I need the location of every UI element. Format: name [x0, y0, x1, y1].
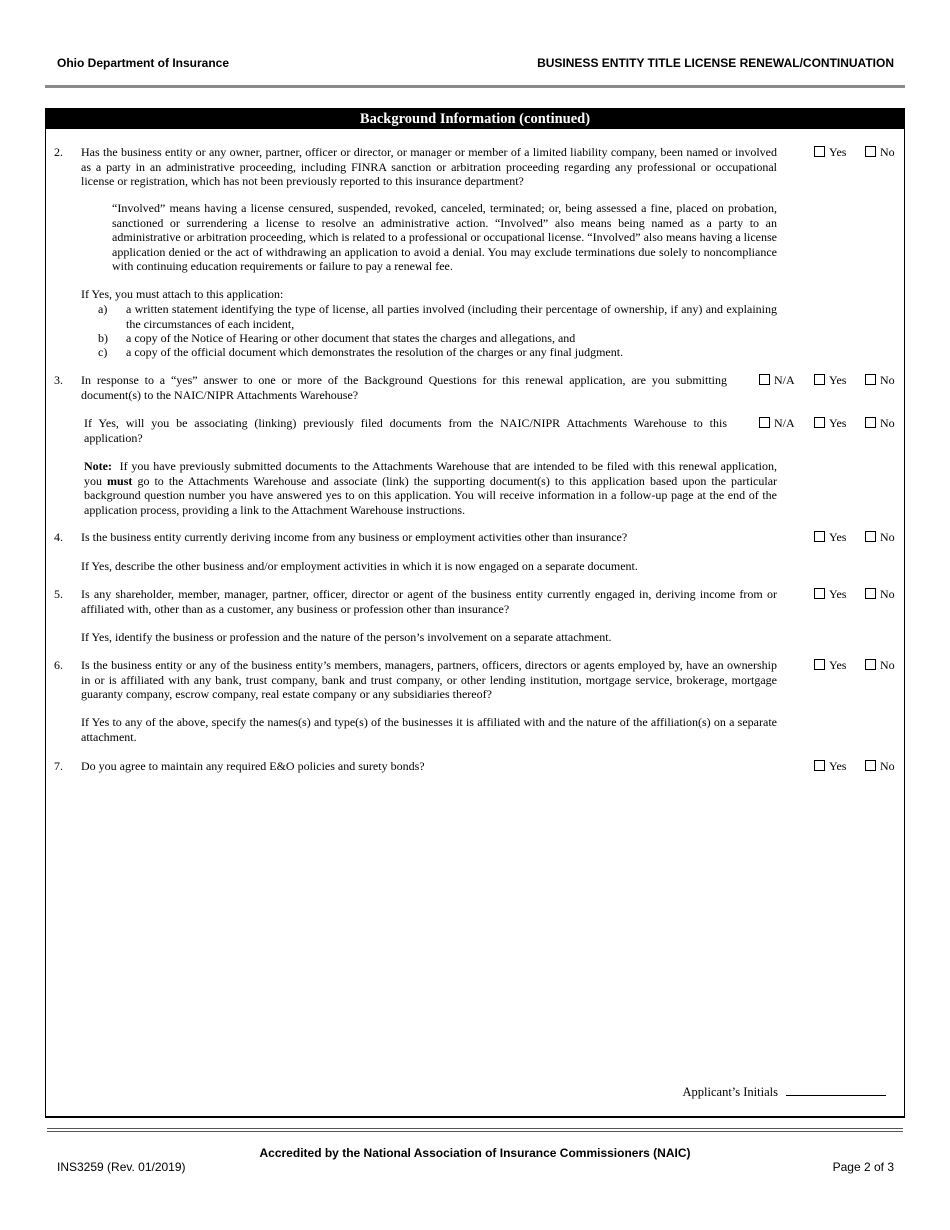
q6-followup: If Yes to any of the above, specify the names(s) and type(s) of the businesses it is affiliated with and the nature of the affiliation(s) on a separate attachment. [81, 715, 777, 744]
checkbox-icon [759, 374, 770, 385]
form-frame [45, 108, 905, 1118]
checkbox-icon [865, 417, 876, 428]
form-number: INS3259 (Rev. 01/2019) [57, 1160, 186, 1174]
q7-yes-checkbox[interactable]: Yes [814, 759, 846, 773]
checkbox-icon [814, 588, 825, 599]
q5-yes-checkbox[interactable]: Yes [814, 587, 846, 601]
section-title: Background Information (continued) [46, 109, 904, 129]
note-label: Note: [84, 459, 112, 473]
q3-sub-yes-checkbox[interactable]: Yes [814, 416, 846, 430]
q4-number: 4. [54, 530, 63, 544]
q5-no-checkbox[interactable]: No [865, 587, 895, 601]
header-divider [45, 85, 905, 88]
q4-followup: If Yes, describe the other business and/or employment activities in which it is now engaged on a separate document. [81, 559, 638, 573]
q5-followup: If Yes, identify the business or profession and the nature of the person’s involvement on a separate attachment. [81, 630, 612, 644]
q2-attach-intro: If Yes, you must attach to this application: [81, 287, 284, 301]
list-marker: a) [98, 302, 108, 316]
checkbox-icon [759, 417, 770, 428]
q4-no-checkbox[interactable]: No [865, 530, 895, 544]
checkbox-icon [814, 146, 825, 157]
q7-no-checkbox[interactable]: No [865, 759, 895, 773]
list-item: a written statement identifying the type of license, all parties involved (including their percentage of ownership, if any) and explaining the circumstances of each incident, [126, 302, 777, 331]
checkbox-icon [865, 760, 876, 771]
q5-text: Is any shareholder, member, manager, partner, officer, director or agent of the business entity currently engaged in, deriving income from or affiliated with, other than as a customer, any business or profession other than insurance? [81, 587, 777, 616]
note-emphasis: must [107, 473, 133, 488]
checkbox-icon [865, 659, 876, 670]
q3-text: In response to a “yes” answer to one or more of the Background Questions for this renewal application, are you submitting document(s) to the NAIC/NIPR Attachments Warehouse? [81, 373, 727, 402]
q2-yes-checkbox[interactable]: Yes [814, 145, 846, 159]
q4-text: Is the business entity currently deriving income from any business or employment activities other than insurance? [81, 530, 628, 544]
list-marker: b) [98, 331, 108, 345]
q2-no-checkbox[interactable]: No [865, 145, 895, 159]
q3-sub-text: If Yes, will you be associating (linking) previously filed documents from the NAIC/NIPR Attachments Warehouse to this application? [84, 416, 727, 445]
q3-na-checkbox[interactable]: N/A [759, 373, 795, 387]
q3-yes-checkbox[interactable]: Yes [814, 373, 846, 387]
q2-text: Has the business entity or any owner, partner, officer or director, or manager or member of a limited liability company, been named or involved as a party in an administrative proceeding, including FINRA sanction or arbitration proceeding regarding any professional or occupational license or registration, which has not been previously reported to this insurance department? [81, 145, 777, 189]
checkbox-icon [865, 146, 876, 157]
list-item: a copy of the Notice of Hearing or other document that states the charges and allegations, and [126, 331, 576, 345]
q3-note: Note: If you have previously submitted documents to the Attachments Warehouse that are intended to be filed with this renewal application, you must go to the Attachments Warehouse and associate (link) the supporting document(s) to this application based upon the particular background question number you have answered yes to on this application. You will receive information in a follow-up page at the end of the application process, providing a link to the Attachment Warehouse instructions. [84, 459, 778, 517]
q6-text: Is the business entity or any of the business entity’s members, managers, partners, officers, directors or agents employed by, have an ownership in or is affiliated with any bank, trust company, bank and trust company, or other lending institution, mortgage service, brokerage, mortgage guaranty company, escrow company, real estate company or any subsidiaries thereof? [81, 658, 777, 702]
q3-sub-na-checkbox[interactable]: N/A [759, 416, 795, 430]
list-item: a copy of the official document which demonstrates the resolution of the charges or any final judgment. [126, 345, 624, 359]
q3-no-checkbox[interactable]: No [865, 373, 895, 387]
checkbox-icon [865, 531, 876, 542]
form-title: BUSINESS ENTITY TITLE LICENSE RENEWAL/CONTINUATION [537, 56, 894, 70]
applicant-initials [683, 1085, 886, 1100]
checkbox-icon [865, 374, 876, 385]
q3-sub-no-checkbox[interactable]: No [865, 416, 895, 430]
q2-number: 2. [54, 145, 63, 159]
checkbox-icon [814, 760, 825, 771]
checkbox-icon [814, 531, 825, 542]
accreditation-text: Accredited by the National Association of Insurance Commissioners (NAIC) [259, 1146, 691, 1160]
q4-yes-checkbox[interactable]: Yes [814, 530, 846, 544]
checkbox-icon [814, 374, 825, 385]
checkbox-icon [814, 417, 825, 428]
footer-divider [47, 1131, 903, 1132]
q3-number: 3. [54, 373, 63, 387]
q7-number: 7. [54, 759, 63, 773]
q6-no-checkbox[interactable]: No [865, 658, 895, 672]
initials-label: Applicant’s Initials [682, 1085, 778, 1099]
page-number: Page 2 of 3 [832, 1160, 894, 1174]
q2-definition: “Involved” means having a license censured, suspended, revoked, canceled, terminated; or, being assessed a fine, placed on probation, sanctioned or surrendering a license to resolve an administrative action. “Involved” also means being named as a party to an administrative or arbitration proceeding, which is related to a professional or occupational license. “Involved” also means having a license application denied or the act of withdrawing an application to avoid a denial. You may exclude terminations due solely to noncompliance with continuing education requirements or failure to pay a renewal fee. [112, 201, 777, 274]
footer-divider [47, 1128, 903, 1129]
q5-number: 5. [54, 587, 63, 601]
list-marker: c) [98, 345, 108, 359]
initials-field[interactable] [786, 1085, 886, 1096]
q6-yes-checkbox[interactable]: Yes [814, 658, 846, 672]
checkbox-icon [865, 588, 876, 599]
q7-text: Do you agree to maintain any required E&O policies and surety bonds? [81, 759, 425, 773]
q6-number: 6. [54, 658, 63, 672]
checkbox-icon [814, 659, 825, 670]
agency-name: Ohio Department of Insurance [57, 56, 230, 70]
